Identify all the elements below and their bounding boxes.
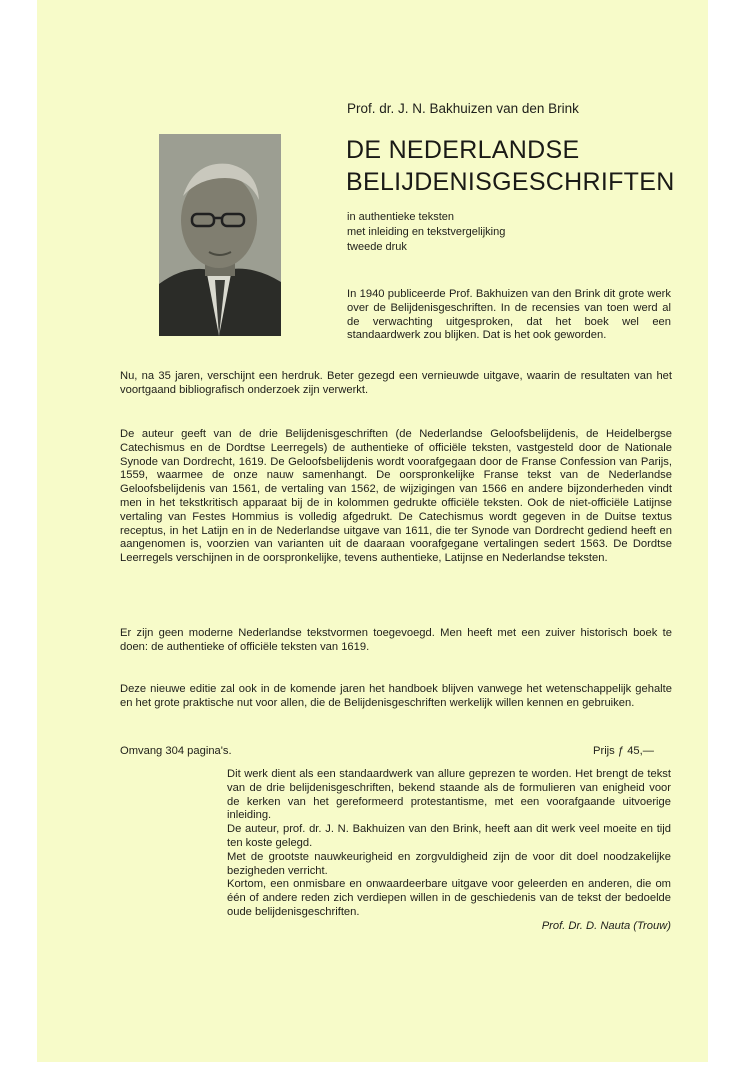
- price: Prijs ƒ 45,—: [593, 745, 654, 757]
- author-portrait-photo: [159, 134, 281, 336]
- review-quote: [227, 768, 671, 934]
- subtitle: [347, 210, 505, 255]
- subtitle-line: in authentieke teksten: [347, 211, 455, 223]
- subtitle-line: tweede druk: [347, 241, 407, 253]
- review-paragraph: Dit werk dient als een standaardwerk van allure geprezen te worden. Het brengt de tekst van de drie belijdenisgeschriften, bekend staande als de formulieren van enigheid voor de kerken van het gereformeerd protestantisme, met een voorafgaande uitvoerige inleiding.: [227, 768, 671, 822]
- page-count: Omvang 304 pagina's.: [120, 745, 232, 757]
- no-modern-text-paragraph: Er zijn geen moderne Nederlandse tekstvormen toegevoegd. Men heeft met een zuiver historisch boek te doen: de authentieke of officiële teksten van 1619.: [120, 627, 672, 653]
- contents-paragraph: De auteur geeft van de drie Belijdenisgeschriften (de Nederlandse Geloofsbelijdenis, de Heidelbergse Catechismus en de Dordtse Leerregels) de authentieke of officiële teksten, vastgesteld door de Nationale Synode van Dordrecht, 1619. De Geloofsbelijdenis wordt voorafgegaan door de Franse Confession van Parijs, 1559, waarmee de onze nauw samenhangt. De oorspronkelijke Franse tekst van de Nederlandse Geloofsbelijdenis van 1561, de vertaling van 1562, de wijzigingen van 1566 en andere bijzonderheden vindt men in het tekstkritisch apparaat bij de in kolommen gedrukte officiële teksten. Ook de niet-officiële Latijnse vertaling van Festes Hommius is volledig afgedrukt. De Catechismus wordt gegeven in de Duitse textus receptus, in het Latijn en in de Nederlandse uitgave van 1611, die ter Synode van Dordrecht gediend heeft en aangenomen is, voorzien van varianten uit de daaraan voorafgegane vertalingen sedert 1563. De Dordtse Leerregels verschijnen in de oorspronkelijke, tevens authentieke, Latijnse en Nederlandse teksten.: [120, 428, 672, 565]
- author-name: Prof. dr. J. N. Bakhuizen van den Brink: [347, 101, 579, 116]
- review-paragraph: Kortom, een onmisbare en onwaardeerbare uitgave voor geleerden en anderen, die om één of andere reden zich verdiepen willen in de geschiedenis van de tekst der bedoelde oude belijdenisgeschriften.: [227, 878, 671, 918]
- page-sheet: [37, 0, 708, 1062]
- reprint-paragraph: Nu, na 35 jaren, verschijnt een herdruk. Beter gezegd een vernieuwde uitgave, waarin de resultaten van het voortgaand bibliografisch onderzoek zijn verwerkt.: [120, 370, 672, 396]
- subtitle-line: met inleiding en tekstvergelijking: [347, 226, 506, 238]
- title-line-2: BELIJDENISGESCHRIFTEN: [346, 168, 675, 196]
- title-line-1: DE NEDERLANDSE: [346, 136, 580, 164]
- portrait-illustration: [159, 134, 281, 336]
- review-paragraph: Met de grootste nauwkeurigheid en zorgvuldigheid zijn de voor dit doel noodzakelijke bezigheden verricht.: [227, 850, 671, 877]
- new-edition-paragraph: Deze nieuwe editie zal ook in de komende jaren het handboek blijven vanwege het wetenschappelijk gehalte en het grote praktische nut voor allen, die de Belijdenisgeschriften werkelijk willen kennen en gebruiken.: [120, 683, 672, 709]
- intro-paragraph: In 1940 publiceerde Prof. Bakhuizen van den Brink dit grote werk over de Belijdenisgeschriften. In de recensies van toen werd al de verwachting uitgesproken, dat het boek wel een standaardwerk zou blijken. Dat is het ook geworden.: [347, 288, 671, 342]
- review-signature: Prof. Dr. D. Nauta (Trouw): [541, 919, 671, 932]
- book-title: [346, 134, 675, 198]
- review-paragraph: De auteur, prof. dr. J. N. Bakhuizen van den Brink, heeft aan dit werk veel moeite en tijd ten koste gelegd.: [227, 823, 671, 849]
